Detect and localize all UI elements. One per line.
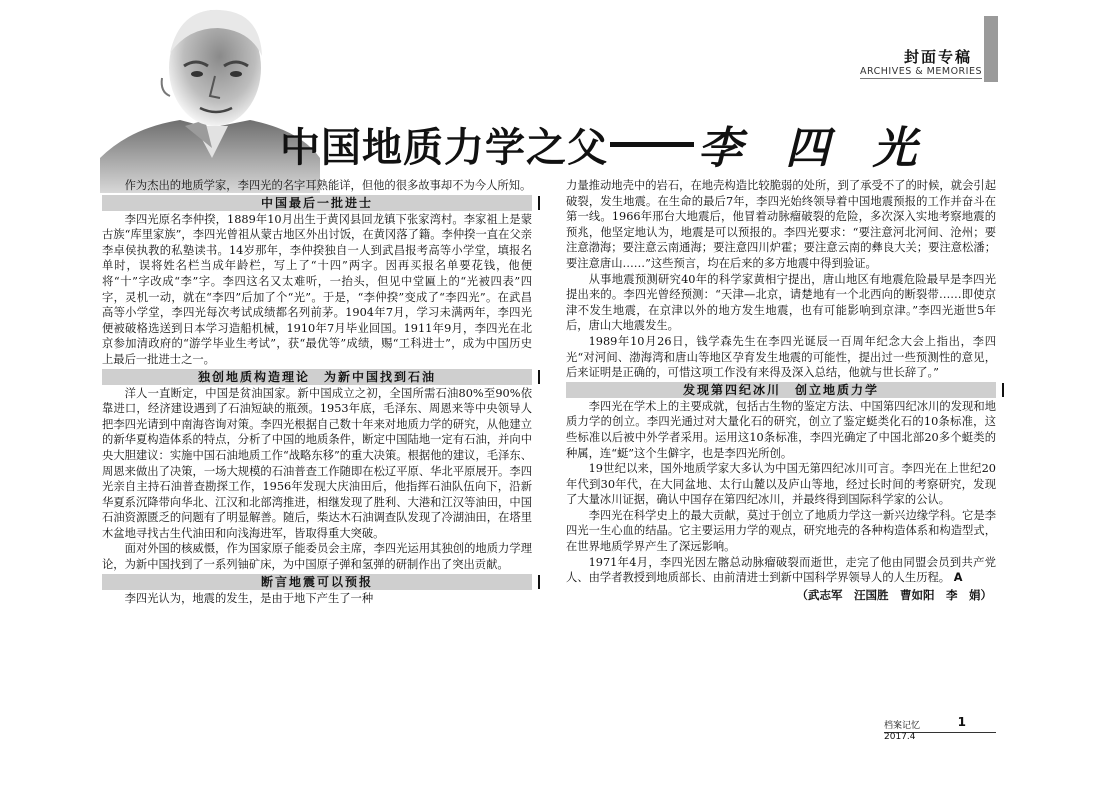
right-column <box>566 178 996 603</box>
title-main: 中国地质力学之父 <box>280 124 608 171</box>
magazine-name: 档案记忆 <box>884 721 921 731</box>
paragraph: 作为杰出的地质学家，李四光的名字耳熟能详，但他的很多故事却不为今人所知。 <box>124 179 532 192</box>
paragraph: 李四光认为，地震的发生，是由于地下产生了一种 <box>124 591 374 605</box>
subheading: 中国最后一批进士 <box>102 195 532 211</box>
paragraph: 面对外国的核威慑，作为国家原子能委员会主席，李四光运用其独创的地质力学理论，为新中国找到了一系列铀矿床，为中国原子弹和氢弹的研制作出了突出贡献。 <box>102 542 532 572</box>
header-side-bar <box>984 16 998 82</box>
paragraph: 1989年10月26日，钱学森先生在李四光诞辰一百周年纪念大会上指出，李四光“对河间、渤海湾和唐山等地区孕育发生地震的可能性，提出过一些预测性的意见，后来证明是正确的，可惜这项工作没有来得及深入总结，他就与世长辞了。” <box>566 334 996 380</box>
section-subtitle: ARCHIVES & MEMORIES <box>860 66 982 77</box>
subheading: 发现第四纪冰川 创立地质力学 <box>566 382 996 398</box>
paragraph-text: 1971年4月，李四光因左髂总动脉瘤破裂而逝世，走完了他由同盟会员到共产党人、由学者教授到地质部长、由前清进士到新中国科学界领导人的人生历程。 <box>566 555 996 585</box>
article-title <box>280 118 931 174</box>
end-mark: A <box>953 571 963 585</box>
title-name: 李 四 光 <box>698 123 931 174</box>
title-dash <box>610 142 694 147</box>
paragraph: 从事地震预测研究40年的科学家黄相宁提出，唐山地区有地震危险最早是李四光提出来的。李四光曾经预测：“天津—北京，请楚地有一个北西向的断裂带……即使京津不发生地震，在京津以外的地方发生地震，也有可能影响到京津。”李四光逝世5年后，唐山大地震发生。 <box>566 272 996 333</box>
subheading: 断言地震可以预报 <box>102 574 532 590</box>
page-number: 1 <box>957 715 966 729</box>
paragraph: 19世纪以来，国外地质学家大多认为中国无第四纪冰川可言。李四光在上世纪20年代到30年代，在大同盆地、太行山麓以及庐山等地，经过长时间的考察研究，发现了大量冰川证据，确认中国存在第四纪冰川，并最终得到国际科学家的公认。 <box>566 462 996 507</box>
author-line: （武志军 汪国胜 曹如阳 李 娟） <box>796 587 992 602</box>
paragraph: 力量推动地壳中的岩石，在地壳构造比较脆弱的处所，到了承受不了的时候，就会引起破裂，发生地震。在生命的最后7年，李四光始终领导着中国地震预报的工作并奋斗在第一线。1966年邢台大地震后，他冒着动脉瘤破裂的危险，多次深入实地考察地震的预兆，他坚定地认为，地震是可以预报的。李四光要求：“要注意河北河间、沧州；要注意渤海；要注意云南通海；要注意四川炉霍；要注意云南的彝良大关；要注意松潘；要注意唐山……”这些预言，均在后来的多方地震中得到验证。 <box>566 179 996 270</box>
paragraph: 李四光在学术上的主要成就，包括古生物的鉴定方法、中国第四纪冰川的发现和地质力学的创立。李四光通过对大量化石的研究，创立了鉴定蜓类化石的10条标准，这些标准以后被中外学者采用。运用这10条标准，李四光确定了中国北部20多个蜓类的种属，连“蜓”这个生僻字，也是李四光所创。 <box>566 399 996 460</box>
paragraph: 李四光原名李仲揆，1889年10月出生于黄冈县回龙镇下张家湾村。李家祖上是蒙古族“库里家族”，李四光曾祖从蒙古地区外出讨饭，在黄冈落了籍。李仲揆一直在父亲李卓侯执教的私塾读书。14岁那年，李仲揆独自一人到武昌报考高等小学堂，填报名单时，误将姓名栏当成年龄栏，写上了“十四”两字。因再买报名单要花钱，他便将“十”字改成“李”字。李四这名又太难听，一抬头，但见中堂匾上的“光被四表”四字，灵机一动，就在“李四”后加了个“光”。于是，“李仲揆”变成了“李四光”。在武昌高等小学堂，李四光每次考试成绩都名列前茅。1904年7月，学习未满两年，李四光便被破格选送到日本学习造船机械，1910年7月毕业回国。1911年9月，李四光在北京参加清政府的“游学毕业生考试”，获“最优等”成绩，赐“工科进士”，成为中国历史上最后一批进士之一。 <box>102 212 532 366</box>
paragraph <box>566 555 996 586</box>
paragraph: 洋人一直断定，中国是贫油国家。新中国成立之初，全国所需石油80%至90%依靠进口，经济建设遇到了石油短缺的瓶颈。1953年底，毛泽东、周恩来等中央领导人把李四光请到中南海咨询对策。李四光根据自己数十年来对地质力学的研究，从他建立的新华夏构造体系的特点，分析了中国的地质条件，断定中国陆地一定有石油，并向中央大胆建议：实施中国石油地质工作“战略东移”的重大决策。根据他的建议，毛泽东、周恩来做出了决策，一场大规模的石油普查工作随即在松辽平原、华北平原展开。李四光亲自主持石油普查勘探工作，1956年发现大庆油田后，他指挥石油队伍向下，沿新华夏系沉降带向华北、江汉和北部湾推进，相继发现了胜利、大港和江汉等油田，中国石油资源匮乏的问题有了明显解善。随后，柴达木石油调查队发现了冷湖油田，在塔里木盆地寻找古生代油田和向浅海进军，皆取得重大突破。 <box>102 386 532 540</box>
subheading: 独创地质构造理论 为新中国找到石油 <box>102 369 532 385</box>
paragraph: 李四光在科学史上的最大贡献，莫过于创立了地质力学这一新兴边缘学科。它是李四光一生心血的结晶。它主要运用力学的观点，研究地壳的各种构造体系和构造型式，在世界地质学界产生了深远影响。 <box>566 508 996 554</box>
footer-magazine <box>884 715 996 733</box>
footer-date: 2017.4 <box>884 732 916 742</box>
left-column <box>102 178 532 606</box>
section-tag: 封面专稿 <box>903 48 972 66</box>
